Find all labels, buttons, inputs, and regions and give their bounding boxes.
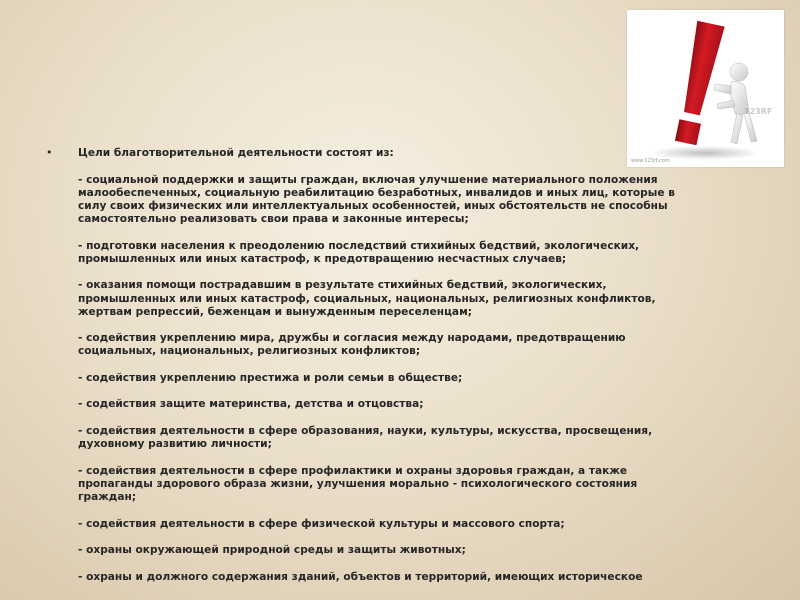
list-item-line: - охраны и должного содержания зданий, объектов и территорий, имеющих историческое [78, 570, 643, 583]
list-item-line: промышленных или иных катастроф, социальных, национальных, религиозных конфликтов, [78, 292, 656, 305]
goals-list [48, 174, 738, 584]
watermark-text: www.123rf.com [631, 158, 670, 164]
list-item-line: - оказания помощи пострадавшим в результате стихийных бедствий, экологических, [78, 279, 607, 292]
list-item-line: - охраны окружающей природной среды и защиты животных; [78, 544, 466, 557]
exclamation-figure-icon [627, 10, 784, 167]
list-item-line: малообеспеченных, социальную реабилитацию безработных, инвалидов и иных лиц, которые в [78, 186, 675, 199]
list-item-line: - содействия деятельности в сфере физической культуры и массового спорта; [78, 517, 565, 530]
list-item-line: - содействия укреплению мира, дружбы и согласия между народами, предотвращению [78, 332, 626, 345]
exclamation-figure-illustration [627, 10, 784, 167]
list-item-line: пропаганды здорового образа жизни, улучшения морально - психологического состояния [78, 477, 638, 490]
slide-heading: Цели благотворительной деятельности состоят из: [78, 147, 394, 159]
list-item-line: - социальной поддержки и защиты граждан, включая улучшение материального положения [78, 173, 658, 186]
list-item [78, 372, 738, 385]
list-item-line: промышленных или иных катастроф, к предотвращению несчастных случаев; [78, 252, 567, 265]
list-item [78, 544, 738, 557]
list-item-line: самостоятельно реализовать свои права и законные интересы; [78, 213, 469, 226]
list-item-line: - содействия деятельности в сфере образования, науки, культуры, искусства, просвещения, [78, 424, 653, 437]
list-item [78, 279, 738, 319]
list-item [78, 332, 738, 358]
list-item [78, 571, 738, 584]
list-item [78, 425, 738, 451]
list-item [78, 398, 738, 411]
list-item [78, 240, 738, 266]
stamp-text: 123RF [744, 107, 773, 116]
list-item-line: силу своих физических или интеллектуальных особенностей, иных обстоятельств не способны [78, 199, 668, 212]
list-item-line: духовному развитию личности; [78, 438, 272, 451]
list-item [78, 465, 738, 505]
slide-content [48, 147, 738, 597]
list-item [78, 174, 738, 227]
list-item-line: жертвам репрессий, беженцам и вынужденным переселенцам; [78, 305, 472, 318]
list-item-line: - содействия деятельности в сфере профилактики и охраны здоровья граждан, а также [78, 464, 628, 477]
list-item-line: - содействия укреплению престижа и роли семьи в обществе; [78, 371, 463, 384]
list-item-line: - содействия защите материнства, детства и отцовства; [78, 398, 424, 411]
list-item-line: социальных, национальных, религиозных конфликтов; [78, 345, 421, 358]
list-item [78, 518, 738, 531]
list-item-line: - подготовки населения к преодолению последствий стихийных бедствий, экологических, [78, 239, 640, 252]
list-item-line: граждан; [78, 491, 137, 504]
bullet-icon: • [46, 146, 53, 159]
